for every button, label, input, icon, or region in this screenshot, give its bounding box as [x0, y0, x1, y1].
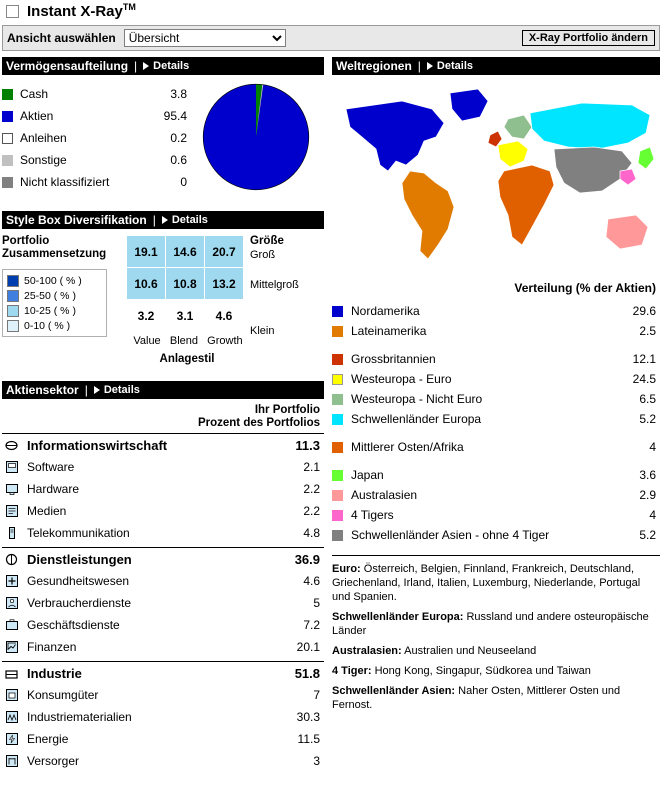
cell-large-value: 19.1 [127, 236, 166, 268]
sector-value: 30.3 [296, 710, 320, 724]
note-emerging-asia [332, 684, 660, 712]
y-tick-small: Klein [250, 325, 275, 337]
color-swatch [2, 89, 13, 100]
list-item [332, 321, 660, 341]
region-name: Nordamerika [351, 304, 420, 318]
list-item [7, 318, 102, 333]
cell-large-blend: 14.6 [166, 236, 205, 268]
note-text: Naher Osten, Mittlerer Osten und Fernost. [332, 685, 621, 711]
stylebox-legend-column [2, 235, 122, 365]
color-swatch [332, 442, 343, 453]
region-emerging-asia [554, 147, 632, 193]
sector-value: 2.2 [303, 504, 320, 518]
region-four-tigers [620, 169, 636, 185]
list-item [332, 409, 660, 429]
color-swatch [2, 111, 13, 122]
region-name: Australasien [351, 488, 418, 502]
region-name: Schwellenländer Asien - ohne 4 Tiger [351, 528, 550, 542]
sector-value: 2.1 [303, 460, 320, 474]
allocation-legend-list [2, 79, 187, 193]
list-item [7, 273, 102, 288]
sector-col-header-line2: Prozent des Portfolios [197, 417, 320, 429]
table-row [2, 500, 324, 522]
cell-small-blend: 3.1 [166, 300, 205, 332]
sector-group-value: 11.3 [295, 437, 320, 453]
legend-label: 50-100 ( % ) [24, 274, 82, 287]
world-panel-title: Weltregionen [336, 59, 412, 73]
sector-column-header [2, 404, 324, 430]
list-item [332, 525, 660, 545]
energy-icon [4, 733, 19, 745]
sector-col-header-line1: Ihr Portfolio [254, 404, 320, 416]
allocation-details-link[interactable] [143, 60, 189, 72]
color-swatch [2, 155, 13, 166]
table-row [2, 636, 324, 658]
left-column [2, 57, 324, 772]
healthcare-icon [4, 575, 19, 587]
sector-name: Energie [27, 732, 69, 746]
allocation-name: Sonstige [20, 153, 67, 167]
table-row [2, 456, 324, 478]
region-value: 4 [649, 508, 656, 522]
triangle-right-icon [94, 386, 100, 394]
legend-label: 25-50 ( % ) [24, 289, 76, 302]
sector-group-name: Dienstleistungen [27, 551, 132, 567]
region-notes [332, 555, 660, 712]
x-tick-value: Value [133, 335, 161, 347]
legend-gap [332, 457, 660, 465]
view-select-label: Ansicht auswählen [7, 31, 116, 45]
note-term: Australasien: [332, 645, 402, 657]
table-row [2, 478, 324, 500]
sector-name: Industriematerialien [27, 710, 132, 724]
region-name: Westeuropa - Euro [351, 372, 452, 386]
region-name: Lateinamerika [351, 324, 427, 338]
color-swatch [332, 490, 343, 501]
sector-group [2, 433, 324, 544]
region-name: Westeuropa - Nicht Euro [351, 392, 483, 406]
note-text: Australien und Neuseeland [401, 645, 537, 657]
sector-group-value: 36.9 [294, 551, 320, 567]
allocation-panel-title: Vermögensaufteilung [6, 59, 129, 73]
region-greenland [450, 89, 488, 121]
services-icon [4, 553, 19, 566]
table-row [2, 592, 324, 614]
sector-group-row [2, 434, 324, 456]
world-map-svg [332, 79, 660, 279]
view-select[interactable] [124, 29, 286, 47]
details-label: Details [103, 384, 140, 396]
note-text: Russland und andere osteuropäische Länder [332, 611, 649, 637]
consumer-services-icon [4, 597, 19, 609]
region-japan [638, 147, 654, 169]
allocation-name: Nicht klassifiziert [20, 175, 110, 189]
list-item [2, 149, 187, 171]
sector-value: 7 [313, 688, 320, 702]
sector-panel-header [2, 381, 324, 399]
sector-name: Hardware [27, 482, 80, 496]
stylebox-grid [126, 235, 244, 365]
note-text: Österreich, Belgien, Finnland, Frankreich, Deutschland, Griechenland, Irland, Italien, Luxemburg, Niederlande, Portugal und Spanien. [332, 563, 641, 603]
region-value: 29.6 [632, 304, 656, 318]
stylebox-x-label: Anlagestil [159, 353, 215, 365]
world-distribution-label: Verteilung (% der Aktien) [514, 281, 656, 295]
table-row [2, 728, 324, 750]
sector-value: 4.6 [303, 574, 320, 588]
finance-icon [4, 641, 19, 653]
region-name: 4 Tigers [351, 508, 394, 522]
color-swatch [2, 177, 13, 188]
region-value: 4 [649, 440, 656, 454]
region-legend-list [332, 301, 660, 545]
sector-value: 3 [313, 754, 320, 768]
header-separator: | [417, 59, 421, 73]
page-title [27, 2, 136, 20]
list-item [2, 105, 187, 127]
note-term: Euro: [332, 563, 361, 575]
region-north-america [346, 101, 444, 171]
note-emerging-europe [332, 610, 660, 638]
color-swatch [332, 530, 343, 541]
sector-value: 5 [313, 596, 320, 610]
consumer-goods-icon [4, 689, 19, 701]
color-swatch [7, 305, 19, 317]
sector-group [2, 661, 324, 772]
allocation-value: 95.4 [163, 109, 187, 123]
stylebox-legend [2, 269, 107, 337]
list-item [332, 301, 660, 321]
x-tick-growth: Growth [207, 335, 243, 347]
list-item [332, 485, 660, 505]
industrial-materials-icon [4, 711, 19, 723]
list-item [332, 465, 660, 485]
list-item [2, 127, 187, 149]
y-tick-mid: Mittelgroß [250, 279, 299, 291]
details-label: Details [171, 214, 208, 226]
table-row [2, 614, 324, 636]
world-details-link[interactable] [427, 60, 473, 72]
note-term: Schwellenländer Europa: [332, 611, 464, 623]
region-western-europe-euro [498, 141, 528, 167]
color-swatch [332, 374, 343, 385]
sector-name: Versorger [27, 754, 80, 768]
sector-name: Verbraucherdienste [27, 596, 132, 610]
legend-gap [332, 429, 660, 437]
allocation-body [2, 79, 324, 193]
stylebox-y-label: Größe [250, 235, 284, 247]
list-item [2, 83, 187, 105]
list-item [332, 437, 660, 457]
stylebox-subtitle [2, 235, 122, 261]
note-text: Hong Kong, Singapur, Südkorea und Taiwan [371, 665, 591, 677]
legend-gap [332, 341, 660, 349]
list-item [332, 389, 660, 409]
note-euro [332, 562, 660, 604]
table-row [2, 570, 324, 592]
page-title-text: Instant X-Ray [27, 3, 123, 20]
cell-mid-growth: 13.2 [205, 268, 244, 300]
x-tick-blend: Blend [169, 335, 198, 347]
table-row [127, 300, 244, 332]
list-item [332, 349, 660, 369]
sector-name: Konsumgüter [27, 688, 99, 702]
trademark-symbol: TM [122, 2, 136, 12]
region-name: Japan [351, 468, 384, 482]
allocation-name: Cash [20, 87, 49, 101]
allocation-pie-chart [187, 79, 324, 193]
header-separator: | [152, 213, 156, 227]
pie-svg [201, 82, 311, 192]
triangle-right-icon [162, 216, 168, 224]
legend-label: 10-25 ( % ) [24, 304, 76, 317]
color-swatch [332, 414, 343, 425]
industry-icon [4, 667, 19, 680]
sector-value: 4.8 [303, 526, 320, 540]
allocation-name: Anleihen [20, 131, 67, 145]
hardware-icon [4, 483, 19, 495]
table-row [2, 706, 324, 728]
cell-small-value: 3.2 [127, 300, 166, 332]
note-term: 4 Tiger: [332, 665, 372, 677]
toolbar [2, 25, 660, 51]
cell-mid-value: 10.6 [127, 268, 166, 300]
stylebox-panel-title: Style Box Diversifikation [6, 213, 147, 227]
list-item [2, 171, 187, 193]
list-item [332, 369, 660, 389]
stylebox-subtitle-text: Portfolio Zusammensetzung [2, 235, 107, 260]
color-swatch [332, 326, 343, 337]
region-value: 12.1 [632, 352, 656, 366]
details-label: Details [153, 60, 190, 72]
sector-name: Medien [27, 504, 67, 518]
cell-mid-blend: 10.8 [166, 268, 205, 300]
sector-group-value: 51.8 [294, 665, 320, 681]
color-swatch [7, 275, 19, 287]
right-column [332, 57, 660, 718]
sector-name: Telekommunikation [27, 526, 130, 540]
sector-value: 20.1 [296, 640, 320, 654]
sector-name: Software [27, 460, 75, 474]
list-item [7, 303, 102, 318]
telecom-icon [4, 527, 19, 539]
color-swatch [332, 510, 343, 521]
sector-value: 11.5 [297, 732, 320, 746]
triangle-right-icon [427, 62, 433, 70]
sector-name: Gesundheitswesen [27, 574, 130, 588]
color-swatch [7, 290, 19, 302]
region-value: 2.5 [639, 324, 656, 338]
sector-name: Geschäftsdienste [27, 618, 120, 632]
sector-value: 2.2 [303, 482, 320, 496]
region-middle-east-africa [498, 165, 554, 245]
region-australasia [606, 215, 648, 249]
allocation-value: 3.8 [170, 87, 187, 101]
stylebox-x-ticks [126, 335, 244, 347]
region-western-europe-non-euro [504, 115, 532, 139]
info-economy-icon [4, 439, 19, 452]
window-icon [6, 5, 19, 18]
note-term: Schwellenländer Asien: [332, 685, 456, 697]
note-australasia [332, 644, 660, 658]
allocation-panel-header [2, 57, 324, 75]
list-item [332, 505, 660, 525]
change-portfolio-button[interactable]: X-Ray Portfolio ändern [522, 30, 655, 46]
table-row [2, 750, 324, 772]
stylebox-y-axis [244, 235, 314, 365]
title-bar [0, 0, 662, 23]
table-row [127, 268, 244, 300]
region-latin-america [402, 171, 454, 259]
color-swatch [332, 470, 343, 481]
region-emerging-europe [530, 103, 650, 149]
cell-large-growth: 20.7 [205, 236, 244, 268]
utilities-icon [4, 755, 19, 767]
allocation-value: 0 [180, 175, 187, 189]
region-value: 6.5 [639, 392, 656, 406]
table-row [2, 522, 324, 544]
region-name: Mittlerer Osten/Afrika [351, 440, 464, 454]
color-swatch [332, 306, 343, 317]
color-swatch [7, 320, 19, 332]
table-row [2, 684, 324, 706]
allocation-value: 0.2 [170, 131, 187, 145]
note-four-tigers [332, 664, 660, 678]
sector-group-row [2, 662, 324, 684]
region-value: 24.5 [632, 372, 656, 386]
color-swatch [332, 354, 343, 365]
content-columns [0, 51, 662, 772]
sector-section [2, 381, 324, 772]
sector-group [2, 547, 324, 658]
sector-name: Finanzen [27, 640, 77, 654]
world-map [332, 79, 660, 279]
details-label: Details [436, 60, 473, 72]
stylebox-body [2, 235, 324, 365]
region-name: Grossbritannien [351, 352, 436, 366]
list-item [7, 288, 102, 303]
stylebox-table [126, 235, 244, 332]
media-icon [4, 505, 19, 517]
business-services-icon [4, 619, 19, 631]
stylebox-section [2, 211, 324, 365]
sector-details-link[interactable] [94, 384, 140, 396]
color-swatch [332, 394, 343, 405]
cell-small-growth: 4.6 [205, 300, 244, 332]
header-separator: | [134, 59, 138, 73]
sector-group-name: Informationswirtschaft [27, 437, 168, 453]
triangle-right-icon [143, 62, 149, 70]
sector-value: 7.2 [303, 618, 320, 632]
legend-label: 0-10 ( % ) [24, 319, 71, 332]
region-value: 3.6 [639, 468, 656, 482]
region-name: Schwellenländer Europa [351, 412, 482, 426]
y-tick-large: Groß [250, 249, 276, 261]
region-value: 5.2 [639, 528, 656, 542]
color-swatch [2, 133, 13, 144]
software-icon [4, 461, 19, 473]
allocation-value: 0.6 [170, 153, 187, 167]
table-row [127, 236, 244, 268]
stylebox-panel-header [2, 211, 324, 229]
sector-panel-title: Aktiensektor [6, 383, 79, 397]
allocation-name: Aktien [20, 109, 54, 123]
sector-group-name: Industrie [27, 665, 82, 681]
sector-group-row [2, 548, 324, 570]
stylebox-details-link[interactable] [162, 214, 208, 226]
world-panel-header [332, 57, 660, 75]
header-separator: | [84, 383, 88, 397]
region-value: 2.9 [639, 488, 656, 502]
region-value: 5.2 [639, 412, 656, 426]
